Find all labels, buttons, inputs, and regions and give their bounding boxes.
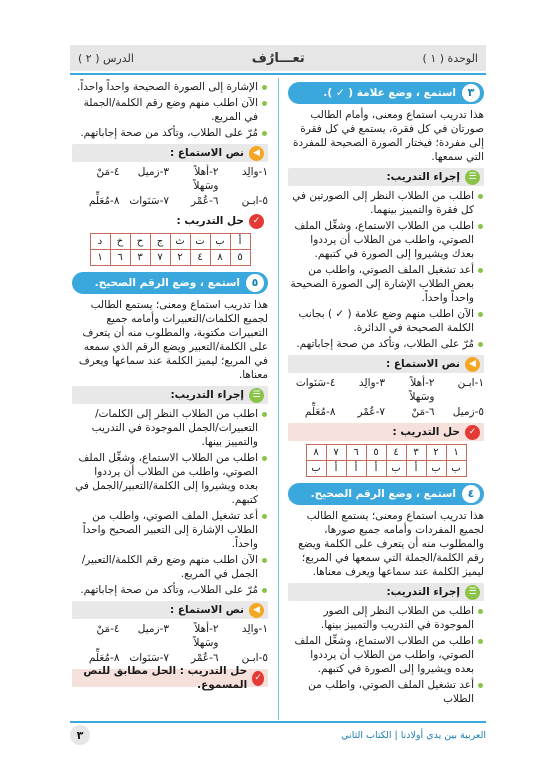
- word: ٨-مُعَلِّم: [88, 195, 120, 207]
- list-item: الآن اطلب منهم وضع رقم الكلمة/التعبير/الجمل في المربع.: [72, 553, 258, 581]
- word: ٣-زميل: [137, 623, 169, 635]
- table-cell: ج: [150, 234, 170, 250]
- list-item: مُرّ على الطلاب، وتأكد من صحة إجاباتهم.: [72, 583, 258, 597]
- table-cell: ٤: [386, 445, 406, 461]
- procedure-header: [288, 583, 484, 601]
- table-cell: ٥: [230, 250, 250, 266]
- word: ٦-مَنْ: [411, 406, 435, 418]
- table-cell: ث: [170, 234, 190, 250]
- word: ٤-مَنْ: [96, 623, 120, 635]
- listening-title: نص الاستماع :: [170, 147, 244, 159]
- header-divider: [70, 73, 486, 75]
- word: ٨-مُعَلِّم: [88, 652, 120, 664]
- listening-header: [72, 144, 268, 162]
- list-icon: ☰: [465, 170, 480, 185]
- word: ٣-والِد: [358, 377, 385, 389]
- footer-divider: [70, 721, 486, 723]
- list-item: اطلب من الطلاب النظر إلى الصورتين في كل فقرة والتمييز بينهما.: [288, 189, 474, 217]
- exercise-3-number: ٣: [462, 84, 480, 102]
- table-cell: خ: [110, 234, 130, 250]
- answer-title: حل التدريب :: [392, 426, 460, 438]
- table-cell: ١: [446, 445, 466, 461]
- answer-header: [288, 423, 484, 441]
- right-column: [288, 80, 484, 708]
- answer-table: [90, 233, 251, 266]
- table-cell: ب: [446, 461, 466, 477]
- list-icon: ☰: [249, 388, 264, 403]
- exercise-4-steps: [288, 604, 484, 706]
- table-cell: ٨: [210, 250, 230, 266]
- table-cell: أ: [406, 461, 426, 477]
- word: ٥-زميل: [452, 406, 484, 418]
- table-cell: ب: [426, 461, 446, 477]
- listening-header: [72, 601, 268, 619]
- table-cell: أ: [326, 461, 346, 477]
- listening-words: [72, 622, 268, 665]
- exercise-4-number: ٤: [462, 485, 480, 503]
- exercise-3-title: استمع ، وضع علامة ( ✓ ).: [323, 87, 456, 99]
- word: ٢-أهلاً وسَهلاً: [193, 166, 219, 192]
- check-icon: ✓: [252, 671, 264, 686]
- continued-steps: [72, 80, 268, 140]
- word: ١-والِد: [241, 623, 268, 635]
- answer-title: حل التدريب :: [176, 215, 244, 227]
- table-cell: ٢: [426, 445, 446, 461]
- word: ٧-سَنَوات: [129, 195, 169, 207]
- table-cell: ٣: [130, 250, 150, 266]
- listening-words: [288, 376, 484, 419]
- table-cell: ب: [210, 234, 230, 250]
- word: ٤-سَنَوات: [295, 377, 336, 389]
- answer-header: [72, 212, 268, 230]
- table-cell: أ: [230, 234, 250, 250]
- page-header: [70, 45, 486, 71]
- table-cell: ب: [386, 461, 406, 477]
- word: ٢-أهلاً وسَهلاً: [409, 377, 435, 403]
- list-item: اطلب من الطلاب الاستماع، وشغِّل الملف الصوتي، واطلب من الطلاب أن يرددوا بعدك ويشيروا إلى الصورة في كتبهم.: [288, 219, 474, 261]
- exercise-3-steps: [288, 189, 484, 351]
- left-column: [72, 80, 268, 690]
- exercise-5-intro: هذا تدريب استماع ومعنى؛ يستمع الطالب لجميع الكلمات/التعبيرات وأمامه جميع التعبيرات مكتوبة، والمطلوب منه أن يتعرف على الكلمة/التعبير ويضع الرقم الذي سمعه في المربع؛ ليميز الكلمة عند سماعها ويعرف معناها.: [78, 299, 268, 381]
- procedure-title: إجراء التدريب:: [386, 586, 460, 598]
- word: ٤-مَنْ: [96, 166, 120, 178]
- answer-text: حل التدريب : الحل مطابق للنص المسموع.: [83, 665, 248, 691]
- exercise-4-intro: هذا تدريب استماع ومعنى؛ يستمع الطالب لجميع المفردات وأمامه جميع صورها، والمطلوب منه أن يتعرف على الكلمة ويضع رقم الكلمة/الجملة التي سمعها في المربع؛ ليميز الكلمة عند سماعها ويعرف معناها.: [298, 510, 484, 578]
- word: ٦-عُمْر: [190, 652, 219, 664]
- exercise-4-title-bar: [288, 483, 484, 505]
- exercise-3-intro: هذا تدريب استماع ومعنى، وأمام الطالب صورتان في كل فقرة، يستمع في كل فقرة إلى مفردة؛ فيختار الصورة الصحيحة للمفردة التي سمعها.: [292, 109, 484, 163]
- list-item: اطلب من الطلاب الاستماع، وشغِّل الملف الصوتي، واطلب من الطلاب أن يرددوا بعده ويشيروا إلى الكلمة/التعبير/الجمل في كتبهم.: [72, 451, 258, 507]
- exercise-4-title: استمع ، وضع الرقم الصحيح.: [310, 488, 456, 500]
- list-item: مُرّ على الطلاب، وتأكد من صحة إجاباتهم.: [72, 126, 258, 140]
- list-icon: ☰: [465, 585, 480, 600]
- exercise-5-title: استمع ، وضع الرقم الصحيح.: [94, 277, 240, 289]
- listening-title: نص الاستماع :: [386, 358, 460, 370]
- table-cell: ٣: [406, 445, 426, 461]
- procedure-header: [72, 386, 268, 404]
- table-cell: ٦: [346, 445, 366, 461]
- listening-words: [72, 165, 268, 208]
- procedure-header: [288, 168, 484, 186]
- speaker-icon[interactable]: ◀: [249, 603, 264, 618]
- table-cell: ٤: [190, 250, 210, 266]
- list-item: الإشارة إلى الصورة الصحيحة واحداً واحداً.: [72, 80, 258, 94]
- table-cell: ١: [90, 250, 110, 266]
- word: ١-والِد: [241, 166, 268, 178]
- list-item: أعد تشغيل الملف الصوتي، واطلب من بعض الطلاب الإشارة إلى الصورة الصحيحة واحداً واحداً.: [288, 263, 474, 305]
- table-cell: ٢: [170, 250, 190, 266]
- procedure-title: إجراء التدريب:: [386, 171, 460, 183]
- word: ٢-أهلاً وسَهلاً: [193, 623, 219, 649]
- listening-title: نص الاستماع :: [170, 604, 244, 616]
- procedure-title: إجراء التدريب:: [170, 389, 244, 401]
- word: ٣-زميل: [137, 166, 169, 178]
- list-item: الآن اطلب منهم وضع رقم الكلمة/الجملة في المربع.: [72, 96, 258, 124]
- list-item: أعد تشغيل الملف الصوتي، واطلب من الطلاب: [288, 678, 474, 706]
- answer-header: [72, 665, 268, 691]
- word: ٦-عُمْر: [190, 195, 219, 207]
- table-cell: د: [90, 234, 110, 250]
- listening-header: [288, 355, 484, 373]
- answer-table: [306, 444, 467, 477]
- page-title: تعـــارُف: [251, 50, 305, 66]
- table-cell: ٧: [326, 445, 346, 461]
- lesson-label: الدرس ( ٢ ): [78, 51, 134, 65]
- column-divider: [278, 78, 279, 720]
- table-cell: ح: [130, 234, 150, 250]
- exercise-5-title-bar: [72, 272, 268, 294]
- table-cell: ب: [306, 461, 326, 477]
- speaker-icon[interactable]: ◀: [465, 357, 480, 372]
- table-cell: ٧: [150, 250, 170, 266]
- list-item: اطلب من الطلاب النظر إلى الصور الموجودة في التدريب والتمييز بينها.: [288, 604, 474, 632]
- table-cell: ٦: [110, 250, 130, 266]
- list-item: الآن اطلب منهم وضع علامة ( ✓ ) بجانب الكلمة الصحيحة في الدائرة.: [288, 307, 474, 335]
- table-cell: ت: [190, 234, 210, 250]
- word: ٧-سَنَوات: [129, 652, 169, 664]
- check-icon: ✓: [249, 214, 264, 229]
- check-icon: ✓: [465, 425, 480, 440]
- table-cell: ٥: [366, 445, 386, 461]
- exercise-5-steps: [72, 407, 268, 597]
- list-item: اطلب من الطلاب الاستماع، وشغِّل الملف الصوتي، واطلب من الطلاب أن يرددوا بعده ويشيروا إلى الصورة في كتبهم.: [288, 634, 474, 676]
- exercise-5-number: ٥: [246, 274, 264, 292]
- list-item: اطلب من الطلاب النظر إلى الكلمات/التعبيرات/الجمل الموجودة في التدريب والتمييز بينها.: [72, 407, 258, 449]
- list-item: أعد تشغيل الملف الصوتي، واطلب من الطلاب الإشارة إلى التعبير الصحيح واحداً واحداً.: [72, 509, 258, 551]
- exercise-3-title-bar: [288, 82, 484, 104]
- list-item: مُرّ على الطلاب، وتأكد من صحة إجاباتهم.: [288, 337, 474, 351]
- word: ٨-مُعَلِّم: [304, 406, 336, 418]
- table-cell: أ: [346, 461, 366, 477]
- word: ٥-ابـن: [241, 195, 268, 207]
- word: ١-ابـن: [457, 377, 484, 389]
- word: ٧-عُمْر: [357, 406, 385, 418]
- unit-label: الوحدة ( ١ ): [422, 51, 478, 65]
- table-cell: ٨: [306, 445, 326, 461]
- page-footer: [70, 726, 486, 744]
- speaker-icon[interactable]: ◀: [249, 146, 264, 161]
- book-title: العربية بين يدي أولادنا | الكتاب الثاني: [341, 729, 486, 741]
- page-number: ٣: [70, 725, 90, 745]
- word: ٥-ابـن: [241, 652, 268, 664]
- table-cell: أ: [366, 461, 386, 477]
